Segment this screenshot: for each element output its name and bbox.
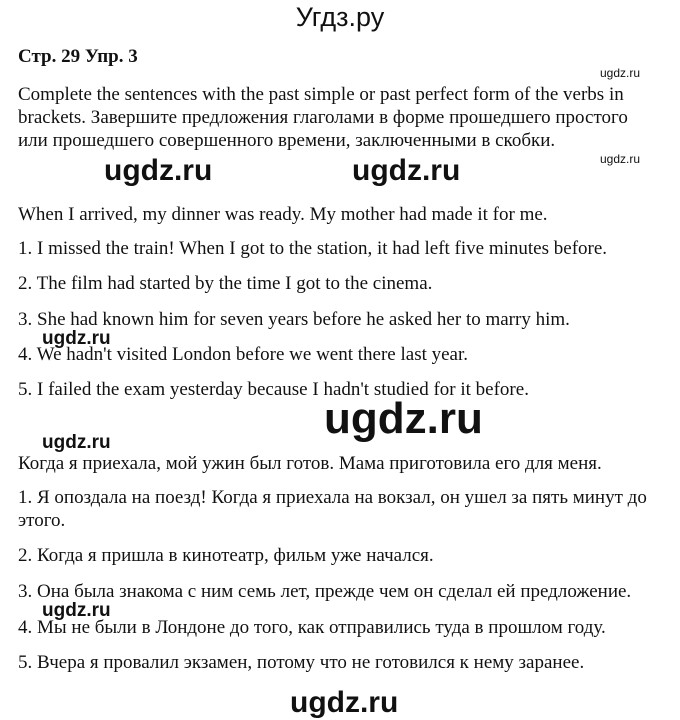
russian-item: 4. Мы не были в Лондоне до того, как отправились туда в прошлом году. [18, 617, 606, 638]
task-line: Complete the sentences with the past simple or past perfect form of the verbs in [18, 84, 624, 105]
english-item: 3. She had known him for seven years before he asked her to marry him. [18, 309, 570, 330]
russian-item: 1. Я опоздала на поезд! Когда я приехала на вокзал, он ушел за пять минут до [18, 487, 647, 508]
watermark: ugdz.ru [324, 394, 483, 443]
watermark: ugdz.ru [290, 686, 399, 719]
watermark: ugdz.ru [42, 432, 111, 453]
watermark: ugdz.ru [104, 154, 213, 187]
english-item: 1. I missed the train! When I got to the station, it had left five minutes before. [18, 238, 608, 259]
task-line: или прошедшего совершенного времени, заключенными в скобки. [18, 130, 556, 151]
task-line: brackets. Завершите предложения глаголами в форме прошедшего простого [18, 107, 628, 128]
exercise-heading: Стр. 29 Упр. 3 [18, 46, 138, 67]
watermark: ugdz.ru [352, 154, 461, 187]
site-title: Угдз.ру [295, 2, 385, 32]
watermark: ugdz.ru [600, 152, 641, 166]
russian-item: 3. Она была знакома с ним семь лет, прежде чем он сделал ей предложение. [18, 581, 632, 602]
russian-example: Когда я приехала, мой ужин был готов. Мама приготовила его для меня. [18, 453, 602, 474]
english-item: 4. We hadn't visited London before we went there last year. [18, 344, 469, 365]
english-example: When I arrived, my dinner was ready. My mother had made it for me. [18, 204, 548, 225]
watermark: ugdz.ru [600, 66, 641, 80]
russian-item: этого. [18, 510, 66, 531]
russian-item: 5. Вчера я провалил экзамен, потому что не готовился к нему заранее. [18, 652, 585, 673]
watermark: ugdz.ru [42, 600, 111, 621]
english-item: 5. I failed the exam yesterday because I hadn't studied for it before. [18, 379, 529, 400]
russian-item: 2. Когда я пришла в кинотеатр, фильм уже начался. [18, 545, 434, 566]
watermark: ugdz.ru [42, 328, 111, 349]
english-item: 2. The film had started by the time I got to the cinema. [18, 273, 433, 294]
